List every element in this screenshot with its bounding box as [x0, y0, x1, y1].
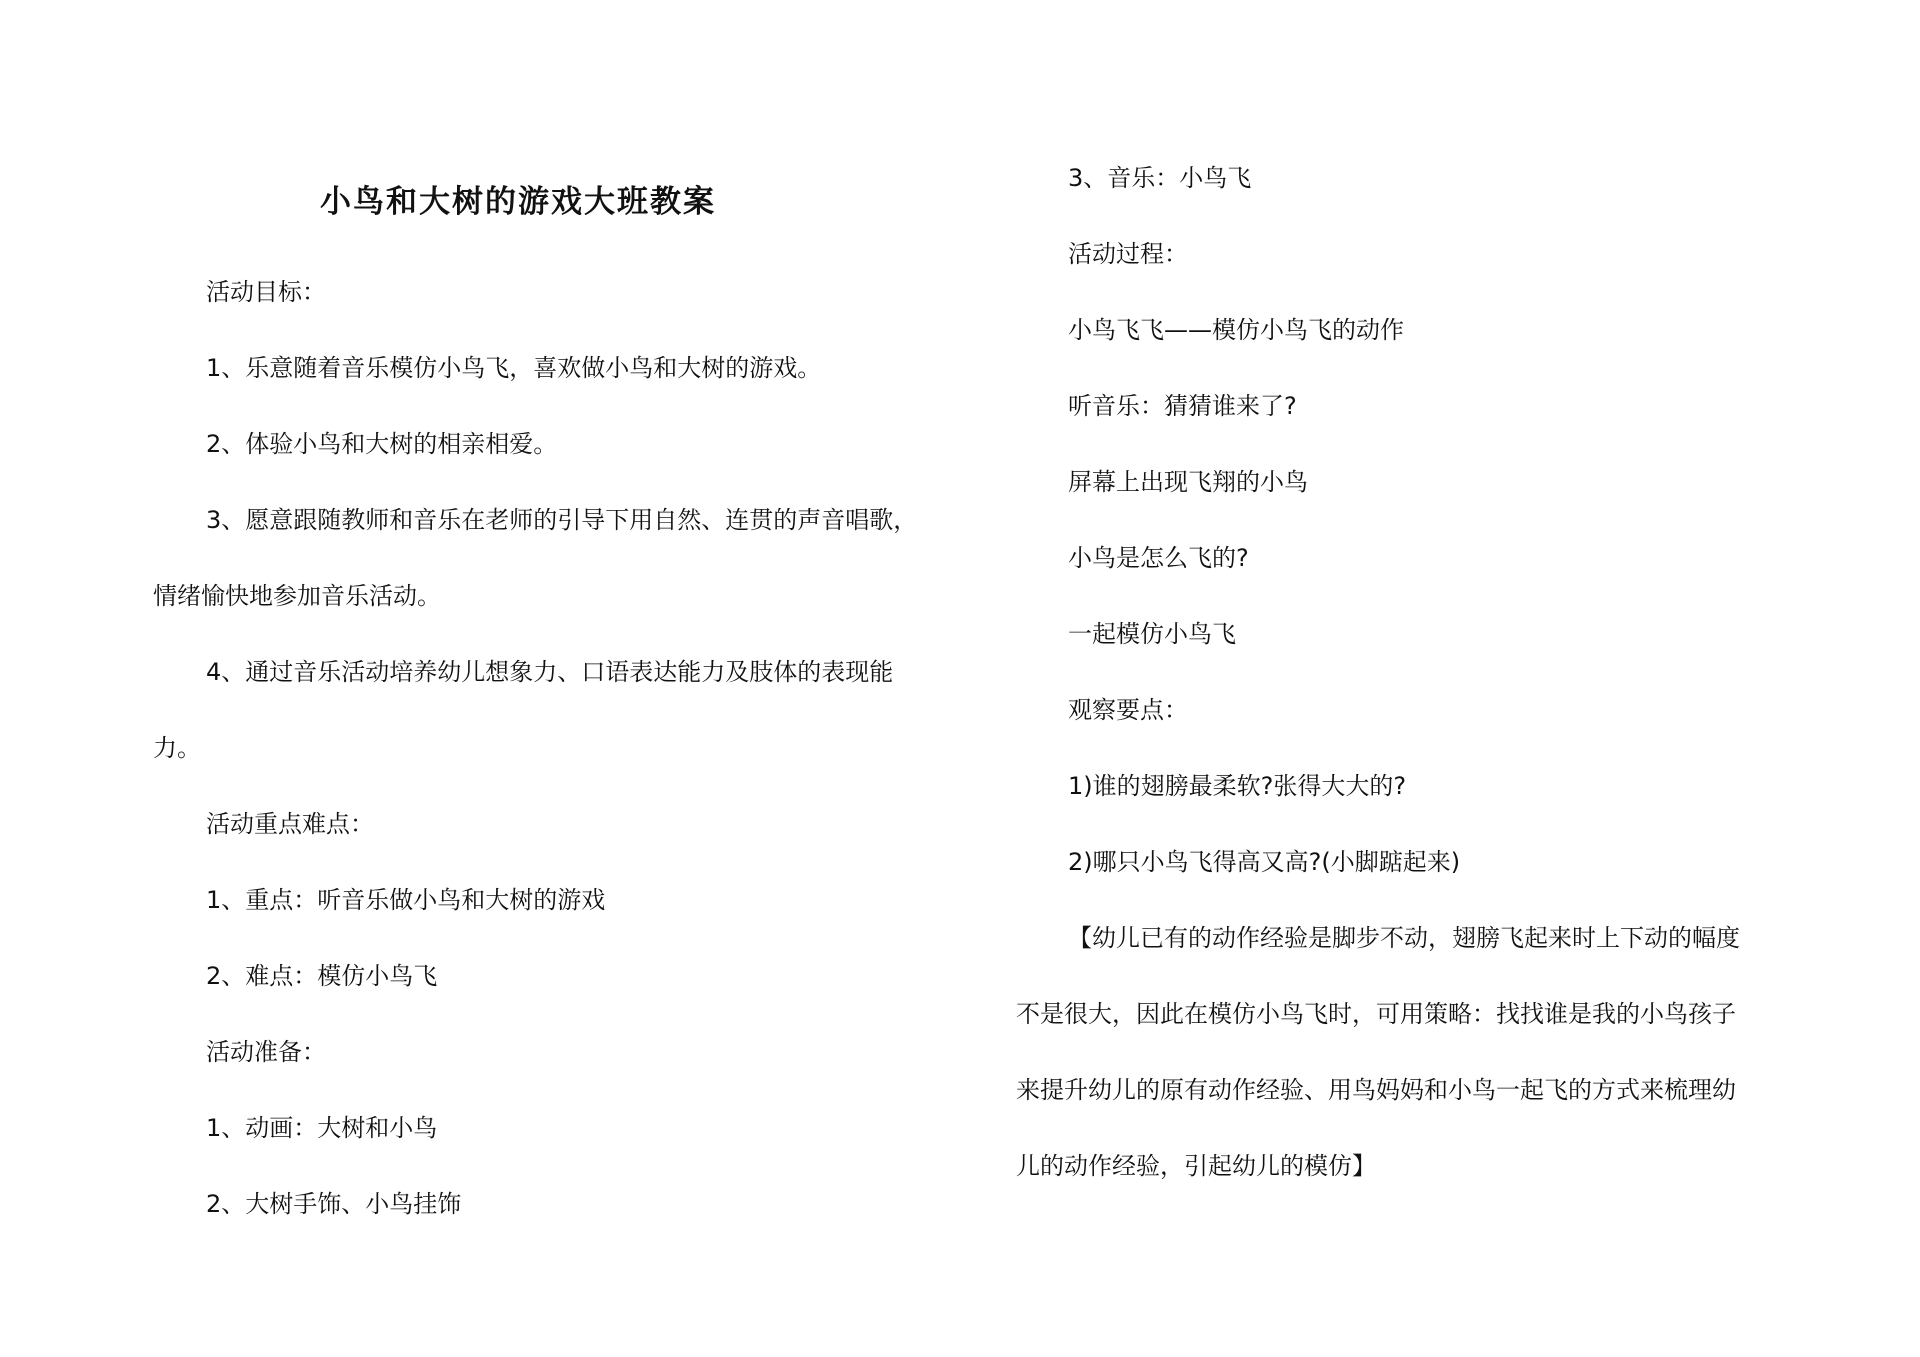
- text-line: 3、音乐：小鸟飞: [1068, 164, 1252, 192]
- text-line: 3、愿意跟随教师和音乐在老师的引导下用自然、连贯的声音唱歌，: [206, 506, 918, 534]
- text-line: 力。: [153, 734, 201, 762]
- text-line: 2、难点：模仿小鸟飞: [206, 962, 438, 990]
- text-line: 一起模仿小鸟飞: [1068, 620, 1236, 648]
- text-line: 小鸟飞飞——模仿小鸟飞的动作: [1068, 316, 1404, 344]
- text-line: 不是很大，因此在模仿小鸟飞时，可用策略：找找谁是我的小鸟孩子: [1016, 1000, 1736, 1028]
- text-line: 2、体验小鸟和大树的相亲相爱。: [206, 430, 558, 458]
- text-line: 屏幕上出现飞翔的小鸟: [1068, 468, 1308, 496]
- text-line: 【幼儿已有的动作经验是脚步不动，翅膀飞起来时上下动的幅度: [1068, 924, 1740, 952]
- text-line: 观察要点：: [1068, 696, 1188, 724]
- document-title: 小鸟和大树的游戏大班教案: [320, 184, 716, 220]
- text-line: 情绪愉快地参加音乐活动。: [153, 582, 441, 610]
- text-line: 听音乐：猜猜谁来了?: [1068, 392, 1297, 420]
- text-line: 1、重点：听音乐做小鸟和大树的游戏: [206, 886, 606, 914]
- text-line: 1)谁的翅膀最柔软?张得大大的?: [1068, 772, 1407, 800]
- text-line: 1、乐意随着音乐模仿小鸟飞，喜欢做小鸟和大树的游戏。: [206, 354, 822, 382]
- text-line: 4、通过音乐活动培养幼儿想象力、口语表达能力及肢体的表现能: [206, 658, 894, 686]
- text-line: 活动过程：: [1068, 240, 1188, 268]
- text-line: 1、动画：大树和小鸟: [206, 1114, 438, 1142]
- text-line: 活动重点难点：: [206, 810, 374, 838]
- text-line: 活动准备：: [206, 1038, 326, 1066]
- text-line: 来提升幼儿的原有动作经验、用鸟妈妈和小鸟一起飞的方式来梳理幼: [1016, 1076, 1736, 1104]
- text-line: 小鸟是怎么飞的?: [1068, 544, 1249, 572]
- text-line: 2)哪只小鸟飞得高又高?(小脚踮起来): [1068, 848, 1461, 876]
- text-line: 儿的动作经验，引起幼儿的模仿】: [1016, 1152, 1376, 1180]
- text-line: 活动目标：: [206, 278, 326, 306]
- text-line: 2、大树手饰、小鸟挂饰: [206, 1190, 462, 1218]
